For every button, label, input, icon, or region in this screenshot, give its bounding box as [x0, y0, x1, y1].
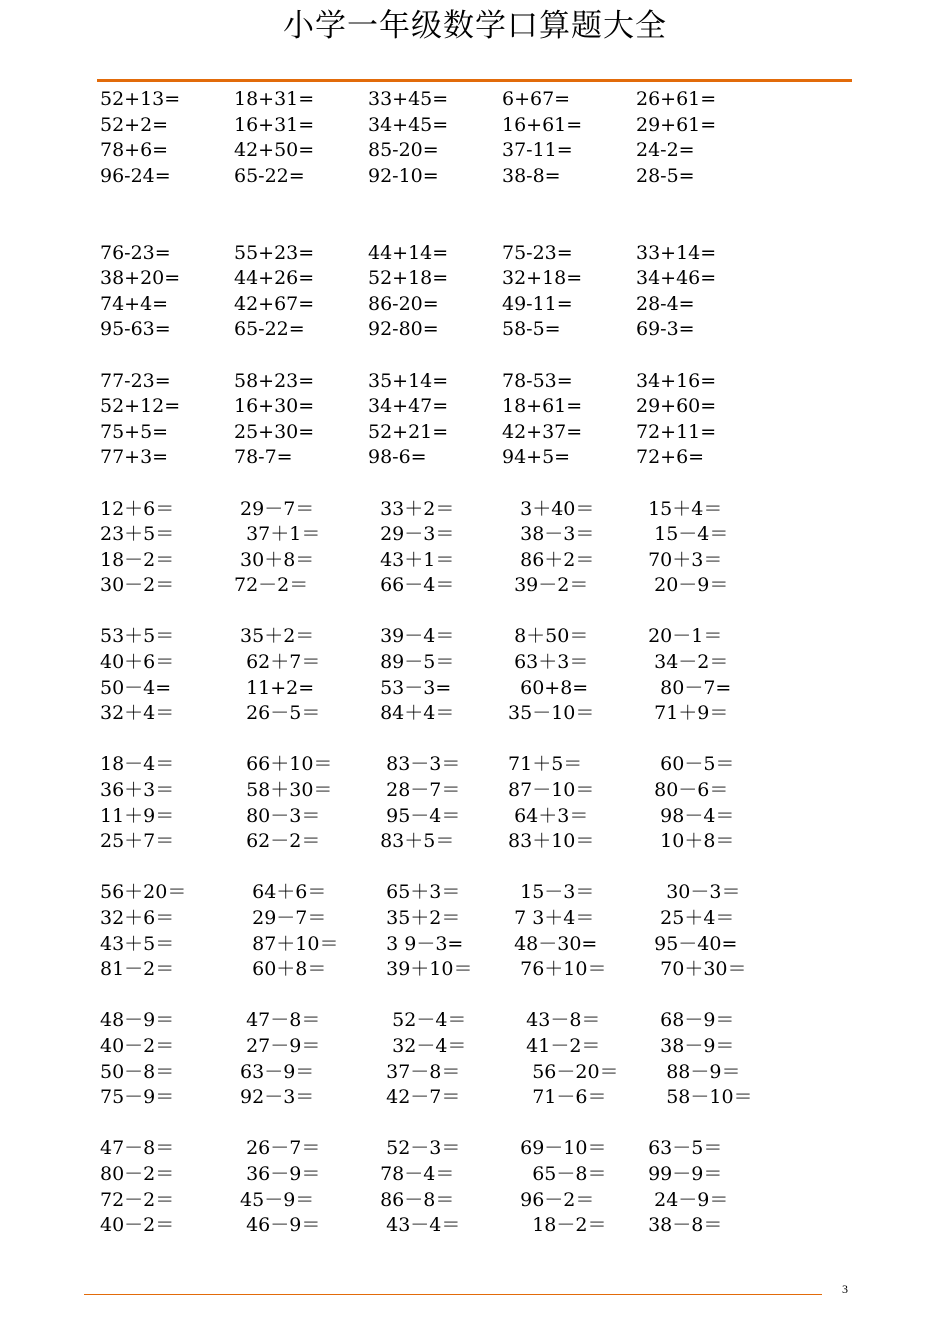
arithmetic-problem: 29－7＝: [234, 497, 315, 520]
arithmetic-problem: 64＋3＝: [502, 804, 589, 827]
arithmetic-problem: 96－2＝: [502, 1188, 595, 1211]
problem-row: [100, 138, 860, 164]
arithmetic-problem: 80－2＝: [100, 1162, 175, 1185]
arithmetic-problem: 84＋4＝: [368, 702, 455, 725]
arithmetic-problem: 3＋40＝: [502, 497, 595, 520]
arithmetic-problem: 92-10=: [368, 164, 439, 187]
arithmetic-problem: 83＋10＝: [502, 830, 595, 853]
arithmetic-problem: 28-4=: [636, 292, 695, 315]
arithmetic-problem: 39＋10＝: [368, 958, 473, 981]
arithmetic-problem: 94+5=: [502, 446, 571, 469]
arithmetic-problem: 16+30=: [234, 395, 315, 418]
arithmetic-problem: 44+14=: [368, 241, 449, 264]
arithmetic-problem: 35+14=: [368, 369, 449, 392]
arithmetic-problem: 44+26=: [234, 267, 315, 290]
problem-row: [100, 676, 860, 702]
problem-row: [100, 497, 860, 523]
arithmetic-problem: 15＋4＝: [636, 497, 723, 520]
arithmetic-problem: 10＋8＝: [636, 830, 735, 853]
arithmetic-problem: 29－3＝: [368, 523, 455, 546]
arithmetic-problem: 69-3=: [636, 318, 695, 341]
problem-row: [100, 1008, 860, 1034]
problem-row: [100, 957, 860, 983]
arithmetic-problem: 99－9＝: [636, 1162, 723, 1185]
arithmetic-problem: 78-53=: [502, 369, 573, 392]
arithmetic-problem: 46－9＝: [234, 1214, 321, 1237]
problem-row: [100, 573, 860, 599]
block-spacer: [100, 471, 860, 497]
arithmetic-problem: 37＋1＝: [234, 523, 321, 546]
problem-block: [100, 752, 860, 854]
arithmetic-problem: 26－7＝: [234, 1137, 321, 1160]
problem-row: [100, 522, 860, 548]
arithmetic-problem: 43＋1＝: [368, 548, 455, 571]
arithmetic-problem: 83＋5＝: [368, 830, 455, 853]
arithmetic-problem: 11+2=: [234, 676, 315, 699]
arithmetic-problem: 6+67=: [502, 88, 571, 110]
problem-block: [100, 87, 860, 189]
problem-row: [100, 241, 860, 267]
arithmetic-problem: 77-23=: [100, 369, 171, 392]
arithmetic-problem: 23＋5＝: [100, 523, 175, 546]
arithmetic-problem: 33＋2＝: [368, 497, 455, 520]
arithmetic-problem: 76-23=: [100, 241, 171, 264]
arithmetic-problem: 96-24=: [100, 164, 171, 187]
arithmetic-problem: 28-5=: [636, 164, 695, 187]
arithmetic-problem: 68－9＝: [636, 1009, 735, 1032]
arithmetic-problem: 52－4＝: [368, 1009, 467, 1032]
arithmetic-problem: 78+6=: [100, 139, 169, 162]
arithmetic-problem: 20－1＝: [636, 625, 723, 648]
arithmetic-problem: 72+11=: [636, 420, 717, 443]
arithmetic-problem: 49-11=: [502, 292, 573, 315]
arithmetic-problem: 42+37=: [502, 420, 583, 443]
block-spacer: [100, 343, 860, 369]
problem-block: [100, 1136, 860, 1238]
arithmetic-problem: 26+61=: [636, 88, 717, 110]
arithmetic-problem: 85-20=: [368, 139, 439, 162]
arithmetic-problem: 50－4=: [100, 676, 172, 699]
arithmetic-problem: 95－40=: [636, 932, 738, 955]
arithmetic-problem: 42+50=: [234, 139, 315, 162]
arithmetic-problem: 33+45=: [368, 88, 449, 110]
problem-row: [100, 113, 860, 139]
problem-row: [100, 1085, 860, 1111]
problem-row: [100, 624, 860, 650]
arithmetic-grid: [100, 87, 860, 1239]
arithmetic-problem: 36－9＝: [234, 1162, 321, 1185]
arithmetic-problem: 56＋20＝: [100, 881, 187, 904]
arithmetic-problem: 33+14=: [636, 241, 717, 264]
arithmetic-problem: 40－2＝: [100, 1034, 175, 1057]
problem-row: [100, 650, 860, 676]
arithmetic-problem: 34+45=: [368, 113, 449, 136]
arithmetic-problem: 95－4＝: [368, 804, 461, 827]
arithmetic-problem: 72－2＝: [100, 1188, 175, 1211]
arithmetic-problem: 58－10＝: [636, 1086, 753, 1109]
arithmetic-problem: 37－8＝: [368, 1060, 461, 1083]
arithmetic-problem: 35＋2＝: [368, 907, 461, 929]
arithmetic-problem: 69－10＝: [502, 1137, 607, 1160]
arithmetic-problem: 78-7=: [234, 446, 293, 469]
arithmetic-problem: 11＋9＝: [100, 804, 175, 827]
arithmetic-problem: 58-5=: [502, 318, 561, 341]
block-spacer: [100, 1111, 860, 1137]
arithmetic-problem: 60＋8＝: [234, 958, 327, 981]
arithmetic-problem: 26－5＝: [234, 702, 321, 725]
arithmetic-problem: 75-23=: [502, 241, 573, 264]
arithmetic-problem: 72－2＝: [234, 574, 309, 597]
problem-row: [100, 701, 860, 727]
problem-block: [100, 369, 860, 471]
arithmetic-problem: 18－4＝: [100, 753, 175, 776]
arithmetic-problem: 32＋6＝: [100, 907, 175, 929]
arithmetic-problem: 30－2＝: [100, 574, 175, 597]
problem-block: [100, 1008, 860, 1110]
arithmetic-problem: 66＋10＝: [234, 753, 333, 776]
block-spacer: [100, 189, 860, 240]
problem-row: [100, 317, 860, 343]
arithmetic-problem: 18－2＝: [100, 548, 175, 571]
problem-row: [100, 445, 860, 471]
arithmetic-problem: 12＋6＝: [100, 497, 175, 520]
arithmetic-problem: 47－8＝: [100, 1137, 175, 1160]
problem-block: [100, 624, 860, 726]
arithmetic-problem: 52+12=: [100, 395, 181, 418]
arithmetic-problem: 52+2=: [100, 113, 169, 136]
arithmetic-problem: 60+8=: [502, 676, 589, 699]
problem-row: [100, 829, 860, 855]
arithmetic-problem: 71＋5＝: [502, 753, 583, 776]
arithmetic-problem: 40－2＝: [100, 1214, 175, 1237]
arithmetic-problem: 92-80=: [368, 318, 439, 341]
arithmetic-problem: 48－9＝: [100, 1009, 175, 1032]
problem-row: [100, 804, 860, 830]
arithmetic-problem: 30－3＝: [636, 881, 741, 904]
arithmetic-problem: 34+47=: [368, 395, 449, 418]
problem-row: [100, 394, 860, 420]
arithmetic-problem: 24-2=: [636, 139, 695, 162]
arithmetic-problem: 29－7＝: [234, 907, 327, 929]
arithmetic-problem: 81－2＝: [100, 958, 175, 981]
problem-row: [100, 292, 860, 318]
arithmetic-problem: 52+13=: [100, 88, 181, 110]
arithmetic-problem: 18－2＝: [502, 1214, 607, 1237]
problem-row: [100, 1213, 860, 1239]
arithmetic-problem: 78－4＝: [368, 1162, 455, 1185]
arithmetic-problem: 66－4＝: [368, 574, 455, 597]
arithmetic-problem: 18+31=: [234, 88, 315, 110]
arithmetic-problem: 34+46=: [636, 267, 717, 290]
arithmetic-problem: 42－7＝: [368, 1086, 461, 1109]
arithmetic-problem: 39－4＝: [368, 625, 455, 648]
arithmetic-problem: 63－9＝: [234, 1060, 315, 1083]
arithmetic-problem: 63－5＝: [636, 1137, 723, 1160]
arithmetic-problem: 43－8＝: [502, 1009, 601, 1032]
arithmetic-problem: 38－8＝: [636, 1214, 723, 1237]
arithmetic-problem: 62－2＝: [234, 830, 321, 853]
page-title: 小学一年级数学口算题大全: [283, 8, 667, 44]
arithmetic-problem: 40＋6＝: [100, 651, 175, 674]
arithmetic-problem: 38+20=: [100, 267, 181, 290]
problem-row: [100, 1060, 860, 1086]
problem-row: [100, 1034, 860, 1060]
arithmetic-problem: 30＋8＝: [234, 548, 315, 571]
arithmetic-problem: 48－30=: [502, 932, 598, 955]
arithmetic-problem: 52+21=: [368, 420, 449, 443]
arithmetic-problem: 28－7＝: [368, 779, 461, 802]
arithmetic-problem: 27－9＝: [234, 1034, 321, 1057]
arithmetic-problem: 92－3＝: [234, 1086, 315, 1109]
arithmetic-problem: 83－3＝: [368, 753, 461, 776]
arithmetic-problem: 38-8=: [502, 164, 561, 187]
arithmetic-problem: 56－20＝: [502, 1060, 619, 1083]
arithmetic-problem: 32－4＝: [368, 1034, 467, 1057]
header-divider: [97, 79, 852, 82]
arithmetic-problem: 16+31=: [234, 113, 315, 136]
arithmetic-problem: 70＋30＝: [636, 958, 747, 981]
arithmetic-problem: 35－10＝: [502, 702, 595, 725]
arithmetic-problem: 45－9＝: [234, 1188, 315, 1211]
block-spacer: [100, 727, 860, 753]
arithmetic-problem: 42+67=: [234, 292, 315, 315]
footer-divider: [84, 1294, 822, 1295]
problem-block: [100, 497, 860, 599]
arithmetic-problem: 75－9＝: [100, 1086, 175, 1109]
arithmetic-problem: 65＋3＝: [368, 881, 461, 904]
arithmetic-problem: 18+61=: [502, 395, 583, 418]
block-spacer: [100, 983, 860, 1009]
arithmetic-problem: 20－9＝: [636, 574, 729, 597]
problem-row: [100, 1162, 860, 1188]
arithmetic-problem: 86－8＝: [368, 1188, 455, 1211]
arithmetic-problem: 98－4＝: [636, 804, 735, 827]
arithmetic-problem: 43－4＝: [368, 1214, 461, 1237]
problem-block: [100, 241, 860, 343]
arithmetic-problem: 65－8＝: [502, 1162, 607, 1185]
arithmetic-problem: 29+60=: [636, 395, 717, 418]
arithmetic-problem: 72+6=: [636, 446, 705, 469]
block-spacer: [100, 855, 860, 881]
problem-row: [100, 880, 860, 906]
arithmetic-problem: 62＋7＝: [234, 651, 321, 674]
problem-row: [100, 1136, 860, 1162]
arithmetic-problem: 52－3＝: [368, 1137, 461, 1160]
problem-row: [100, 752, 860, 778]
arithmetic-problem: 55+23=: [234, 241, 315, 264]
problem-row: [100, 369, 860, 395]
arithmetic-problem: 43＋5＝: [100, 932, 175, 955]
arithmetic-problem: 38－3＝: [502, 523, 595, 546]
arithmetic-problem: 80－3＝: [234, 804, 321, 827]
problem-row: [100, 266, 860, 292]
arithmetic-problem: 36＋3＝: [100, 779, 175, 802]
arithmetic-problem: 52+18=: [368, 267, 449, 290]
arithmetic-problem: 25＋7＝: [100, 830, 175, 853]
arithmetic-problem: 63＋3＝: [502, 651, 589, 674]
arithmetic-problem: 53＋5＝: [100, 625, 175, 648]
problem-row: [100, 906, 860, 932]
arithmetic-problem: 53－3=: [368, 676, 452, 699]
arithmetic-problem: 80－6＝: [636, 779, 729, 802]
arithmetic-problem: 58＋30＝: [234, 779, 333, 802]
arithmetic-problem: 88－9＝: [636, 1060, 741, 1083]
problem-row: [100, 1188, 860, 1214]
arithmetic-problem: 15－3＝: [502, 881, 595, 904]
arithmetic-problem: 15－4＝: [636, 523, 729, 546]
arithmetic-problem: 24－9＝: [636, 1188, 729, 1211]
arithmetic-problem: 47－8＝: [234, 1009, 321, 1032]
problem-row: [100, 548, 860, 574]
arithmetic-problem: 8＋50＝: [502, 625, 589, 648]
arithmetic-problem: 76＋10＝: [502, 958, 607, 981]
arithmetic-problem: 74+4=: [100, 292, 169, 315]
arithmetic-problem: 65-22=: [234, 164, 305, 187]
problem-row: [100, 87, 860, 113]
arithmetic-problem: 25＋4＝: [636, 907, 735, 929]
arithmetic-problem: 50－8＝: [100, 1060, 175, 1083]
arithmetic-problem: 58+23=: [234, 369, 315, 392]
arithmetic-problem: 32＋4＝: [100, 702, 175, 725]
arithmetic-problem: 64＋6＝: [234, 881, 327, 904]
arithmetic-problem: 41－2＝: [502, 1034, 601, 1057]
page-number: 3: [842, 1282, 848, 1296]
arithmetic-problem: 3 9－3=: [368, 932, 464, 955]
arithmetic-problem: 16+61=: [502, 113, 583, 136]
problem-row: [100, 164, 860, 190]
arithmetic-problem: 86-20=: [368, 292, 439, 315]
arithmetic-problem: 37-11=: [502, 139, 573, 162]
arithmetic-problem: 75+5=: [100, 420, 169, 443]
problem-row: [100, 420, 860, 446]
arithmetic-problem: 80－7=: [636, 676, 732, 699]
arithmetic-problem: 60－5＝: [636, 753, 735, 776]
arithmetic-problem: 95-63=: [100, 318, 171, 341]
arithmetic-problem: 86＋2＝: [502, 548, 595, 571]
arithmetic-problem: 71－6＝: [502, 1086, 607, 1109]
arithmetic-problem: 77+3=: [100, 446, 169, 469]
block-spacer: [100, 599, 860, 625]
arithmetic-problem: 70＋3＝: [636, 548, 723, 571]
arithmetic-problem: 89－5＝: [368, 651, 455, 674]
arithmetic-problem: 25+30=: [234, 420, 315, 443]
arithmetic-problem: 29+61=: [636, 113, 717, 136]
arithmetic-problem: 71＋9＝: [636, 702, 729, 725]
arithmetic-problem: 98-6=: [368, 446, 427, 469]
arithmetic-problem: 35＋2＝: [234, 625, 315, 648]
arithmetic-problem: 39－2＝: [502, 574, 589, 597]
problem-block: [100, 880, 860, 982]
arithmetic-problem: 32+18=: [502, 267, 583, 290]
problem-row: [100, 932, 860, 958]
arithmetic-problem: 87＋10＝: [234, 932, 339, 955]
arithmetic-problem: 7 3＋4＝: [502, 907, 595, 929]
arithmetic-problem: 38－9＝: [636, 1034, 735, 1057]
arithmetic-problem: 65-22=: [234, 318, 305, 341]
arithmetic-problem: 34+16=: [636, 369, 717, 392]
arithmetic-problem: 87－10＝: [502, 779, 595, 802]
arithmetic-problem: 34－2＝: [636, 651, 729, 674]
problem-row: [100, 778, 860, 804]
